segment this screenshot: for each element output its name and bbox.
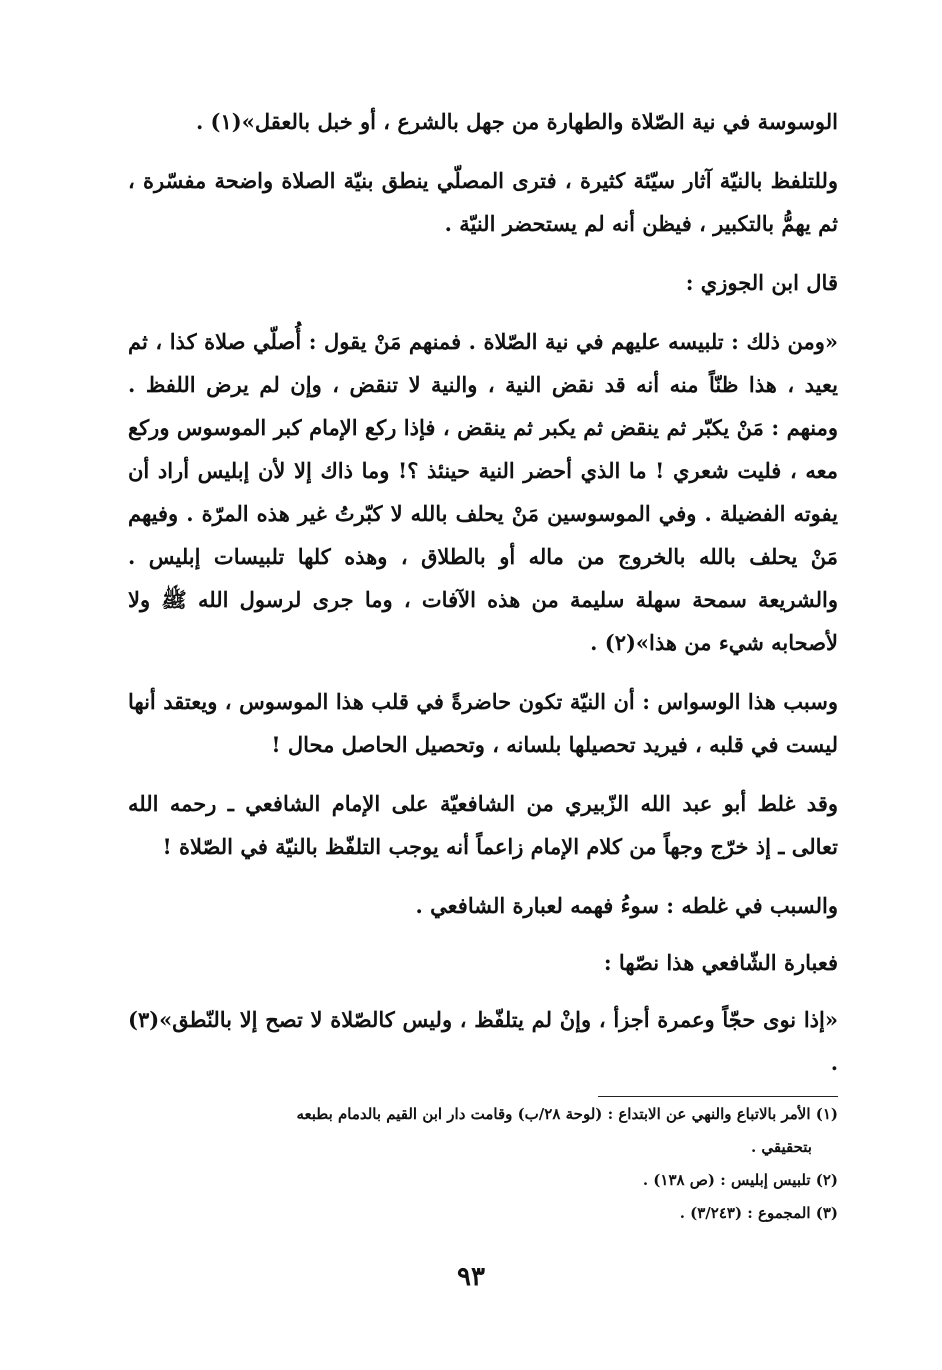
paragraph-8: فعبارة الشّافعي هذا نصّها :	[603, 950, 838, 975]
page-number: ٩٣	[457, 1262, 485, 1292]
paragraph-6: وقد غلط أبو عبد الله الزّبيري من الشافعيّة على الإمام الشافعي ـ رحمه الله تعالى ـ إذ خرّج وجهاً من كلام الإمام زاعماً أنه يوجب التلفّظ بالنيّة في الصّلاة !	[128, 791, 838, 859]
paragraph-3: قال ابن الجوزي :	[685, 270, 838, 295]
footnote-1-continuation: بتحقيقي .	[750, 1138, 812, 1156]
footnote-1: (١) الأمر بالاتباع والنهي عن الابتداع : (لوحة ٢٨/ب) وقامت دار ابن القيم بالدمام بطبعه	[296, 1105, 838, 1123]
paragraph-4: «ومن ذلك : تلبيسه عليهم في نية الصّلاة . فمنهم مَنْ يقول : أُصلّي صلاة كذا ، ثم يعيد ، هذا ظنّاً منه أنه قد نقض النية ، والنية لا تنقض ، وإن لم يرض اللفظ . ومنهم : مَنْ يكبّر ثم ينقض ثم يكبر ثم ينقض ، فإذا ركع الإمام كبر الموسوس وركع معه ، فليت شعري ! ما الذي أحضر النية حينئذ ؟! وما ذاك إلا لأن إبليس أراد أن يفوته الفضيلة . وفي الموسوسين مَنْ يحلف بالله لا كبّرتُ غير هذه المرّة . وفيهم مَنْ يحلف بالله بالخروج من ماله أو بالطلاق ، وهذه كلها تلبيسات إبليس . والشريعة سمحة سهلة سليمة من هذه الآفات ، وما جرى لرسول الله ﷺ ولا لأصحابه شيء من هذا»(٢) .	[128, 329, 838, 655]
paragraph-2: وللتلفظ بالنيّة آثار سيّئة كثيرة ، فترى المصلّي ينطق بنيّة الصلاة واضحة مفسّرة ، ثم يهمُّ بالتكبير ، فيظن أنه لم يستحضر النيّة .	[128, 168, 838, 236]
paragraph-7: والسبب في غلطه : سوءُ فهمه لعبارة الشافعي .	[415, 893, 838, 918]
footnotes	[128, 1098, 838, 1230]
main-text	[128, 100, 838, 1100]
footnote-3: (٣) المجموع : (٣/٢٤٣) .	[679, 1204, 838, 1222]
paragraph-9: «إذا نوى حجّاً وعمرة أجزأ ، وإنْ لم يتلفّظ ، وليس كالصّلاة لا تصح إلا بالنّطق»(٣) .	[128, 1007, 838, 1075]
paragraph-1: الوسوسة في نية الصّلاة والطهارة من جهل بالشرع ، أو خبل بالعقل»(١) .	[195, 109, 838, 134]
paragraph-5: وسبب هذا الوسواس : أن النيّة تكون حاضرةً في قلب هذا الموسوس ، ويعتقد أنها ليست في قلبه ، فيريد تحصيلها بلسانه ، وتحصيل الحاصل محال !	[128, 689, 838, 757]
footnote-2: (٢) تلبيس إبليس : (ص ١٣٨) .	[642, 1171, 838, 1189]
footnote-divider	[598, 1096, 838, 1097]
